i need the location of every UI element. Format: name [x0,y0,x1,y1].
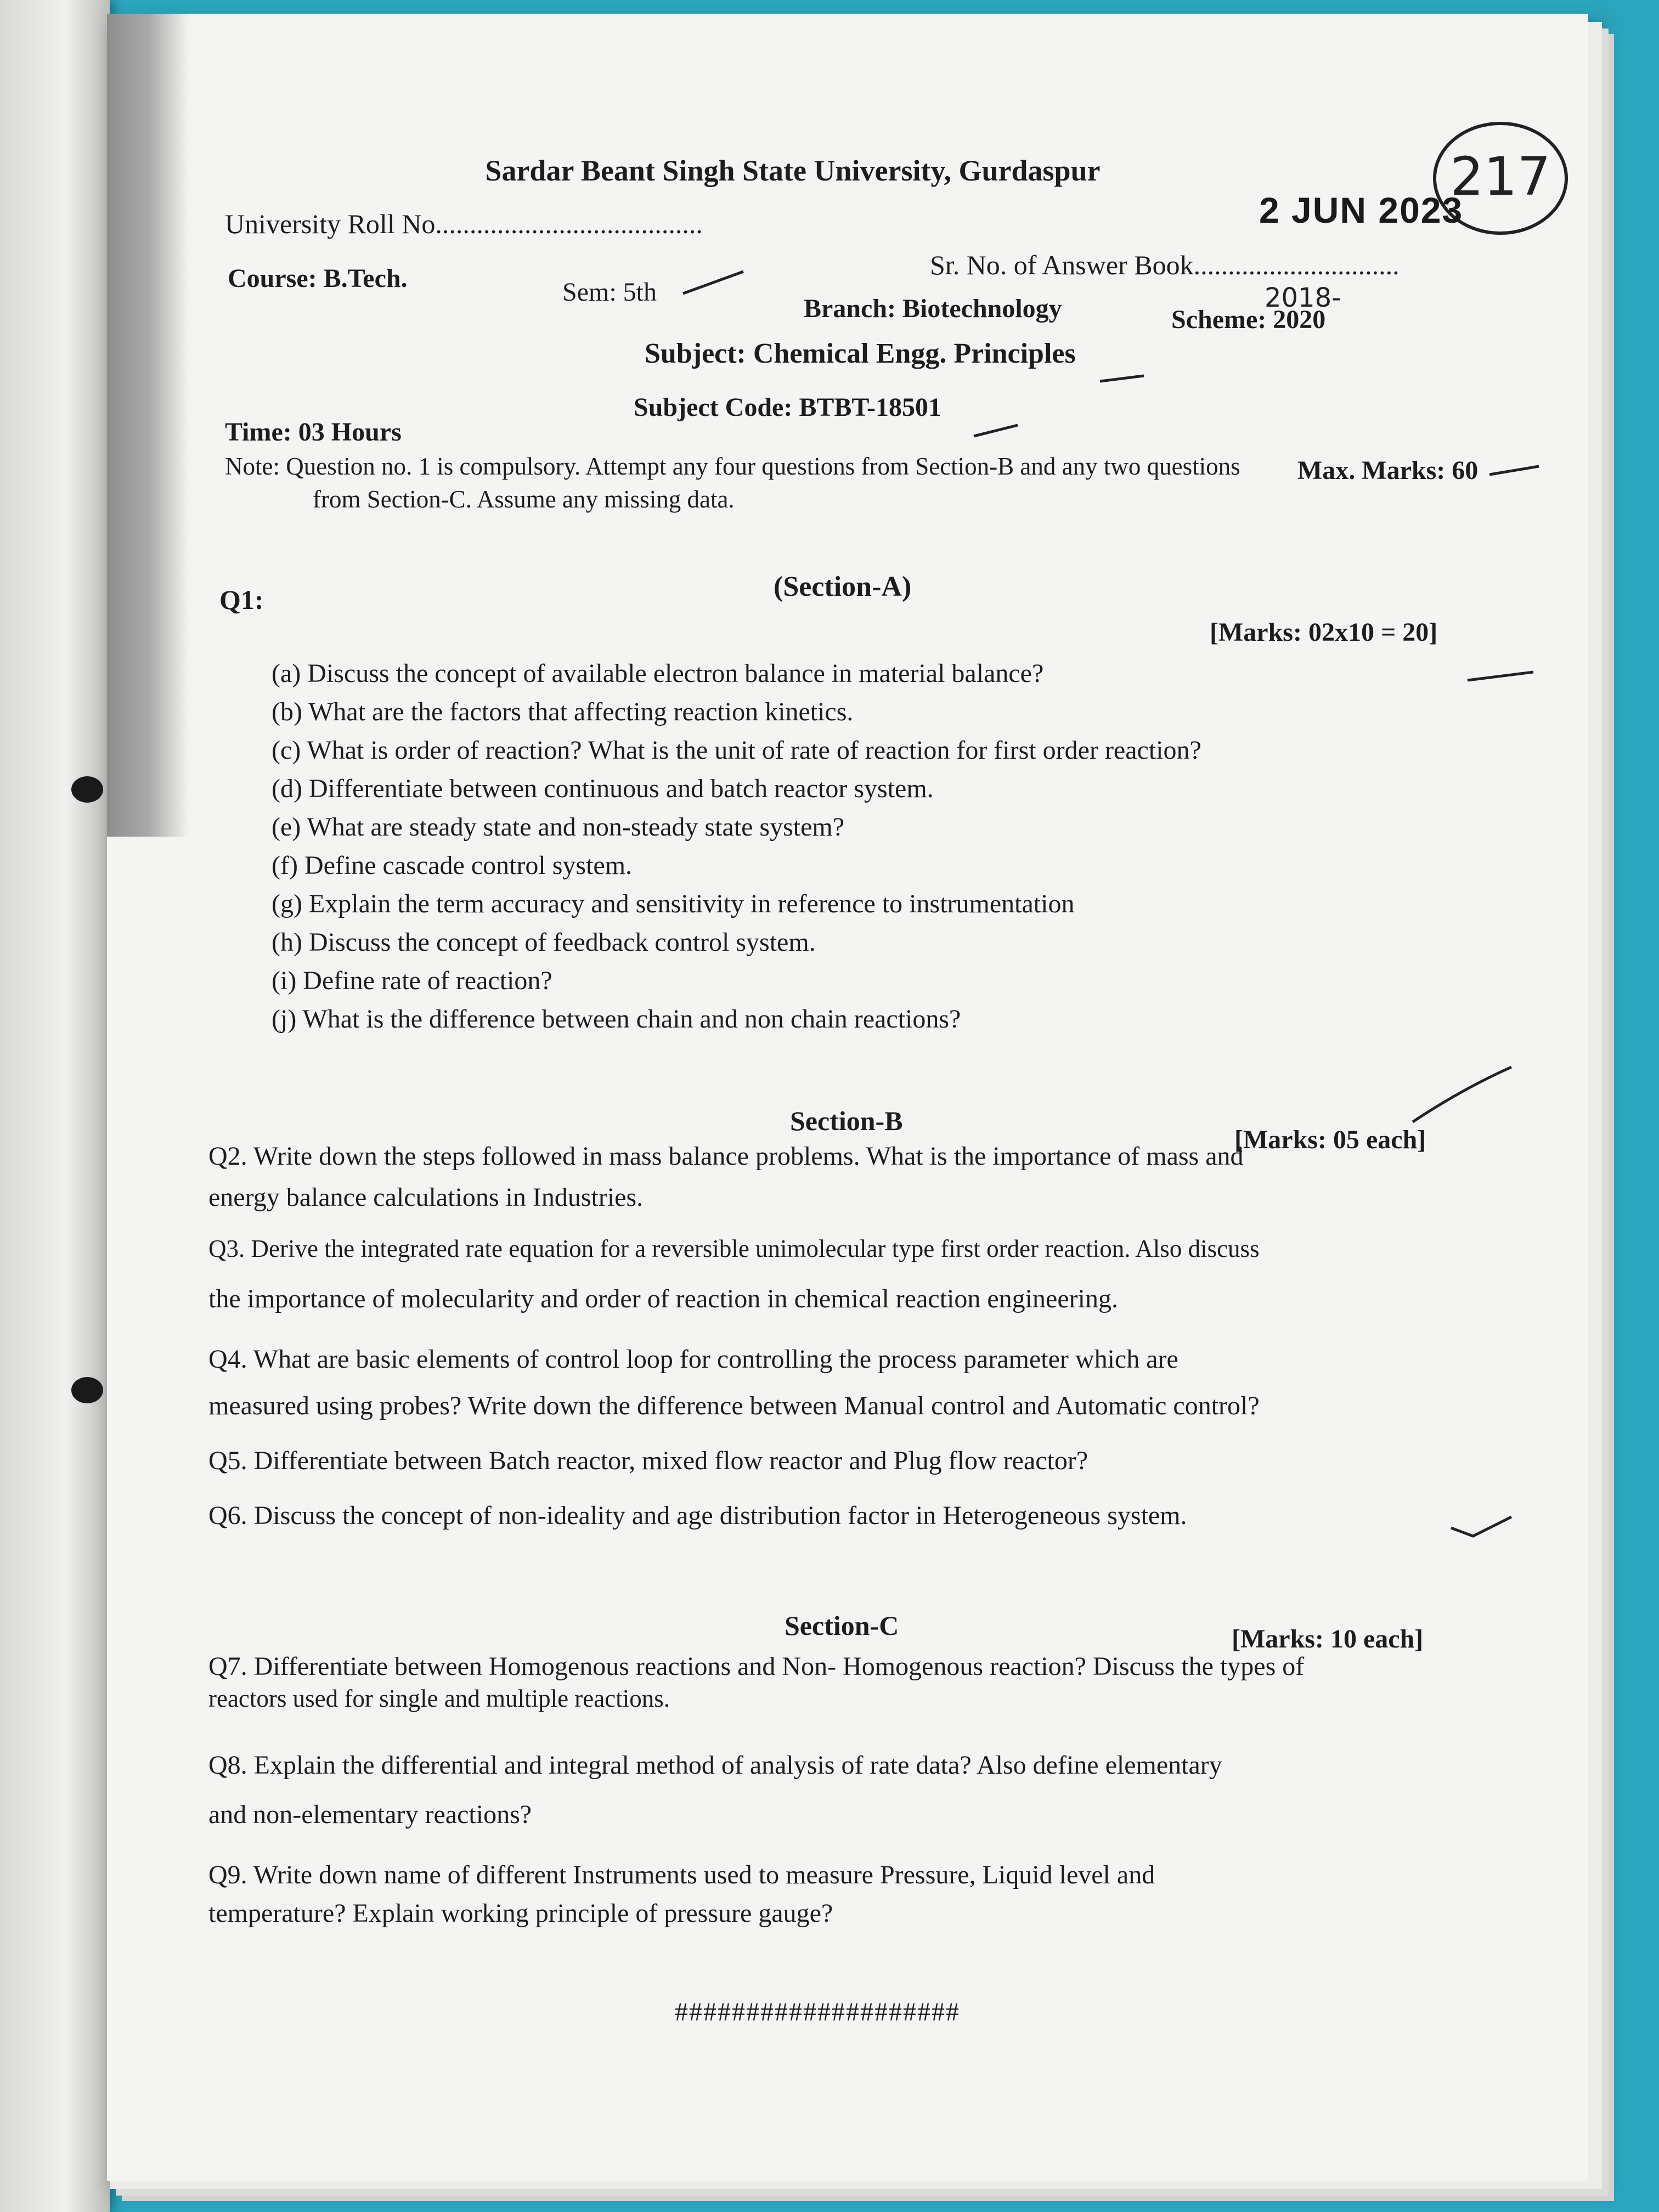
q1-item-i: (i) Define rate of reaction? [272,966,552,995]
q1-item-b: (b) What are the factors that affecting reaction kinetics. [272,697,854,726]
section-c-title: Section-C [785,1610,899,1641]
date-stamp: 2 JUN 2023 [1259,190,1464,230]
binding-hole [71,776,103,803]
q8-line-1: Q8. Explain the differential and integral method of analysis of rate data? Also define elementary [208,1751,1222,1780]
q4-line-1: Q4. What are basic elements of control loop for controlling the process parameter which are [208,1345,1178,1374]
svg-text:217: 217 [1450,146,1551,207]
q1-item-a: (a) Discuss the concept of available electron balance in material balance? [272,659,1044,688]
course-info: Course: B.Tech. [228,264,408,293]
note-line-2: from Section-C. Assume any missing data. [313,486,735,513]
time-info: Time: 03 Hours [225,417,402,447]
section-a-marks: [Marks: 02x10 = 20] [1210,618,1438,647]
handwritten-ticks [107,14,1588,2181]
q3-line-2: the importance of molecularity and order of reaction in chemical reaction engineering. [208,1284,1118,1313]
subject-info: Subject: Chemical Engg. Principles [645,338,1076,369]
section-b-marks: [Marks: 05 each] [1234,1125,1426,1154]
scheme-handwritten: 2018- [1265,283,1341,313]
q6-line-1: Q6. Discuss the concept of non-ideality and age distribution factor in Heterogeneous system. [208,1501,1187,1530]
q1-item-f: (f) Define cascade control system. [272,851,633,880]
binding-hole [71,1377,103,1403]
q1-item-j: (j) What is the difference between chain and non chain reactions? [272,1005,961,1034]
footer-hashes: #################### [675,1997,960,2027]
q9-line-2: temperature? Explain working principle of pressure gauge? [208,1899,833,1928]
q1-item-h: (h) Discuss the concept of feedback control system. [272,928,816,957]
q2-line-2: energy balance calculations in Industries. [208,1183,644,1212]
q2-line-1: Q2. Write down the steps followed in mass balance problems. What is the importance of mass and [208,1142,1244,1171]
section-c-marks: [Marks: 10 each] [1232,1624,1424,1654]
q1-label: Q1: [219,584,264,615]
sem-info: Sem: 5th [562,278,657,307]
note-line-1: Note: Question no. 1 is compulsory. Attempt any four questions from Section-B and any two questions [225,453,1240,480]
q3-line-1: Q3. Derive the integrated rate equation for a reversible unimolecular type first order reaction. Also discuss [208,1235,1260,1262]
answer-book-field: Sr. No. of Answer Book.............................. [930,250,1400,280]
q7-line-1: Q7. Differentiate between Homogenous reactions and Non- Homogenous reaction? Discuss the types of [208,1652,1305,1681]
q7-line-2: reactors used for single and multiple reactions. [208,1685,670,1712]
q1-item-e: (e) What are steady state and non-steady state system? [272,812,845,842]
q8-line-2: and non-elementary reactions? [208,1800,532,1829]
exam-paper [107,14,1588,2181]
binder-page [0,0,110,2212]
q4-line-2: measured using probes? Write down the difference between Manual control and Automatic control? [208,1391,1260,1420]
subject-code: Subject Code: BTBT-18501 [634,393,941,422]
scheme-info: Scheme: 2020 [1171,305,1326,334]
branch-info: Branch: Biotechnology [804,294,1062,323]
q1-item-g: (g) Explain the term accuracy and sensitivity in reference to instrumentation [272,889,1075,918]
section-a-title: (Section-A) [774,571,912,602]
section-b-title: Section-B [790,1105,903,1136]
q1-item-c: (c) What is order of reaction? What is the unit of rate of reaction for first order reaction? [272,736,1201,765]
q5-line-1: Q5. Differentiate between Batch reactor, mixed flow reactor and Plug flow reactor? [208,1446,1088,1475]
university-name: Sardar Beant Singh State University, Gurdaspur [485,154,1101,187]
q1-item-d: (d) Differentiate between continuous and batch reactor system. [272,774,934,803]
max-marks: Max. Marks: 60 [1297,456,1479,485]
roll-no-field: University Roll No....................................... [225,208,703,239]
q9-line-1: Q9. Write down name of different Instruments used to measure Pressure, Liquid level and [208,1860,1155,1889]
